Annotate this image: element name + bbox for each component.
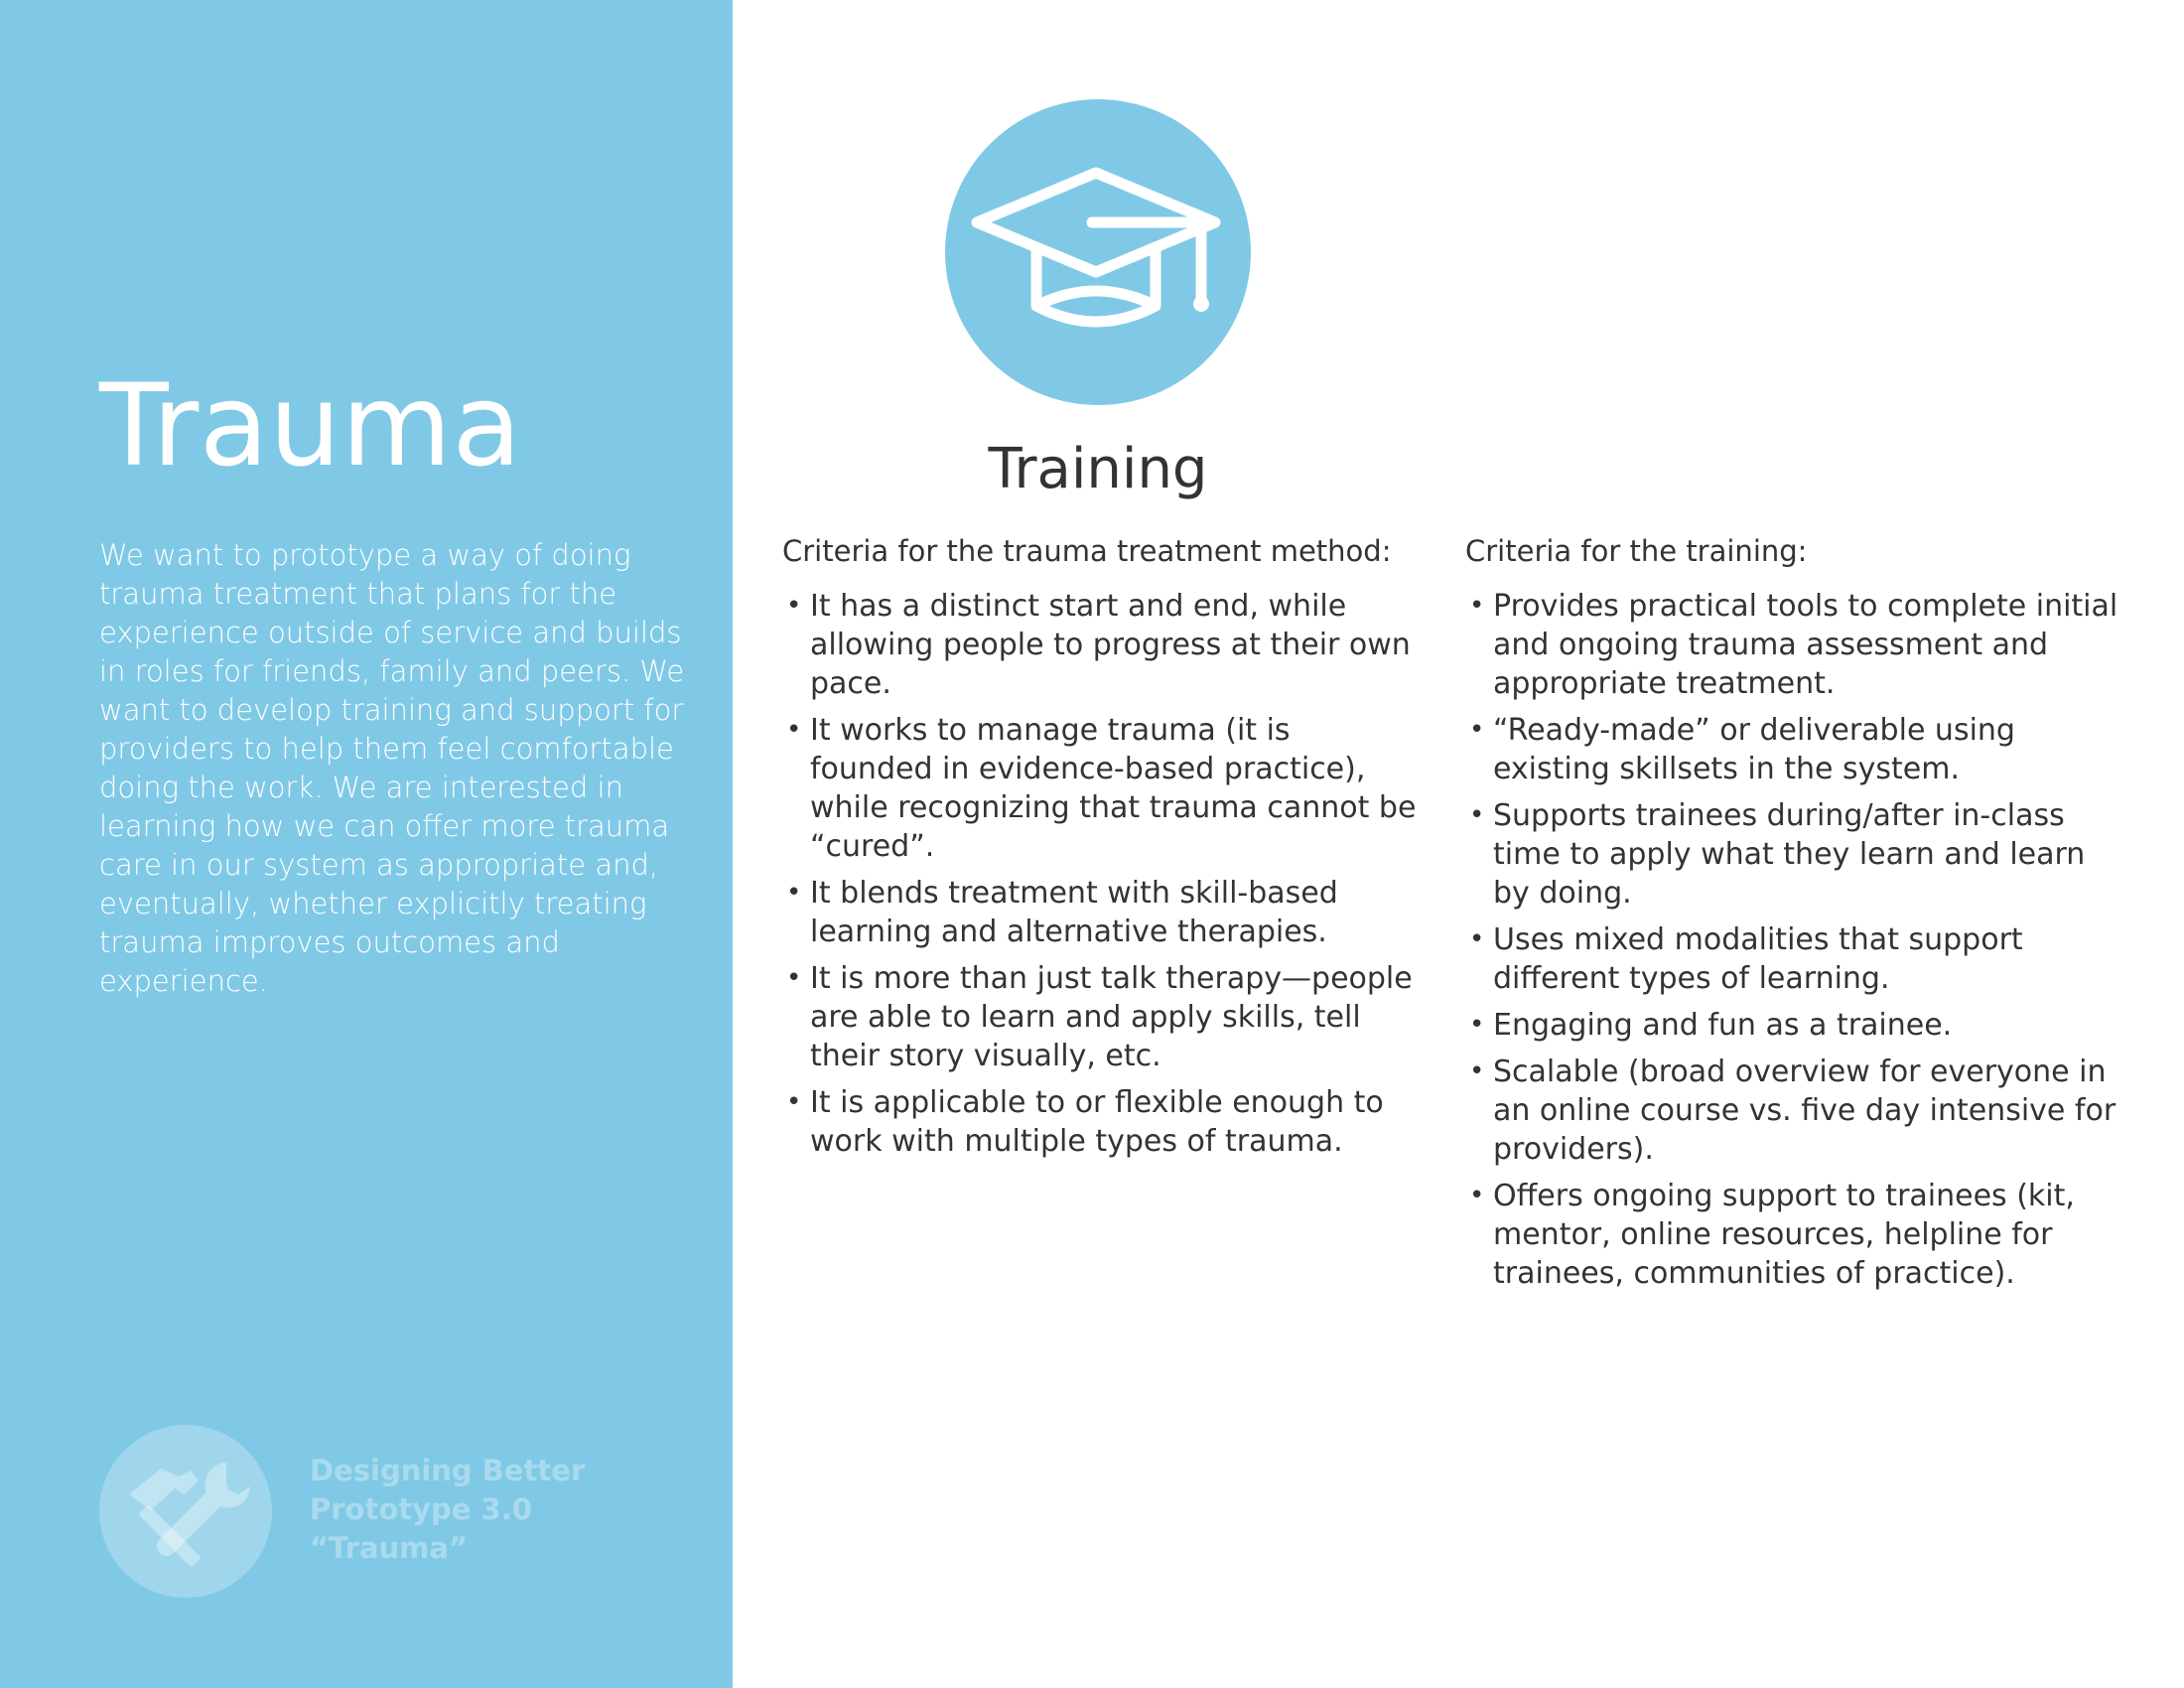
footer-line-3: “Trauma” — [310, 1531, 469, 1565]
list-item: • Scalable (broad overview for everyone in an online course vs. five day intensive for providers). — [1465, 1053, 2120, 1169]
section-title: Training — [988, 437, 1208, 501]
footer-caption — [310, 1452, 585, 1568]
treatment-criteria-list — [782, 587, 1418, 1161]
list-item: • Engaging and fun as a trainee. — [1465, 1006, 2120, 1045]
list-item: • It has a distinct start and end, while allowing people to progress at their own pace. — [782, 587, 1418, 703]
training-criteria-list — [1465, 587, 2120, 1293]
footer-line-2: Prototype 3.0 — [310, 1492, 532, 1526]
treatment-criteria-column — [782, 532, 1418, 1169]
list-item: • It is more than just talk therapy—people are able to learn and apply skills, tell their story visually, etc. — [782, 959, 1418, 1075]
list-item: • Uses mixed modalities that support different types of learning. — [1465, 920, 2120, 998]
sidebar-title: Trauma — [99, 359, 522, 492]
sidebar — [0, 0, 733, 1688]
treatment-criteria-heading: Criteria for the trauma treatment method: — [782, 534, 1392, 568]
training-criteria-column — [1465, 532, 2120, 1301]
list-item: • Supports trainees during/after in-class time to apply what they learn and learn by doing. — [1465, 796, 2120, 913]
list-item: • “Ready-made” or deliverable using existing skillsets in the system. — [1465, 711, 2120, 788]
list-item: • It is applicable to or flexible enough to work with multiple types of trauma. — [782, 1083, 1418, 1161]
list-item: • Offers ongoing support to trainees (kit, mentor, online resources, helpline for trainees, communities of practice). — [1465, 1177, 2120, 1293]
list-item: • It works to manage trauma (it is founded in evidence-based practice), while recognizing that trauma cannot be “cured”. — [782, 711, 1418, 866]
footer-line-1: Designing Better — [310, 1454, 586, 1487]
sidebar-description: We want to prototype a way of doing trauma treatment that plans for the experience outside of service and builds in roles for friends, family and peers. We want to develop training and support for providers to help them feel comfortable doing the work. We are interested in learning how we can offer more trauma care in our system as appropriate and, eventually, whether explicitly treating trauma improves outcomes and experience. — [99, 538, 685, 998]
list-item: • Provides practical tools to complete initial and ongoing trauma assessment and appropriate treatment. — [1465, 587, 2120, 703]
list-item: • It blends treatment with skill-based learning and alternative therapies. — [782, 874, 1418, 951]
hammer-wrench-icon — [99, 1425, 272, 1598]
training-criteria-heading: Criteria for the training: — [1465, 534, 1808, 568]
graduation-cap-icon — [945, 99, 1251, 405]
